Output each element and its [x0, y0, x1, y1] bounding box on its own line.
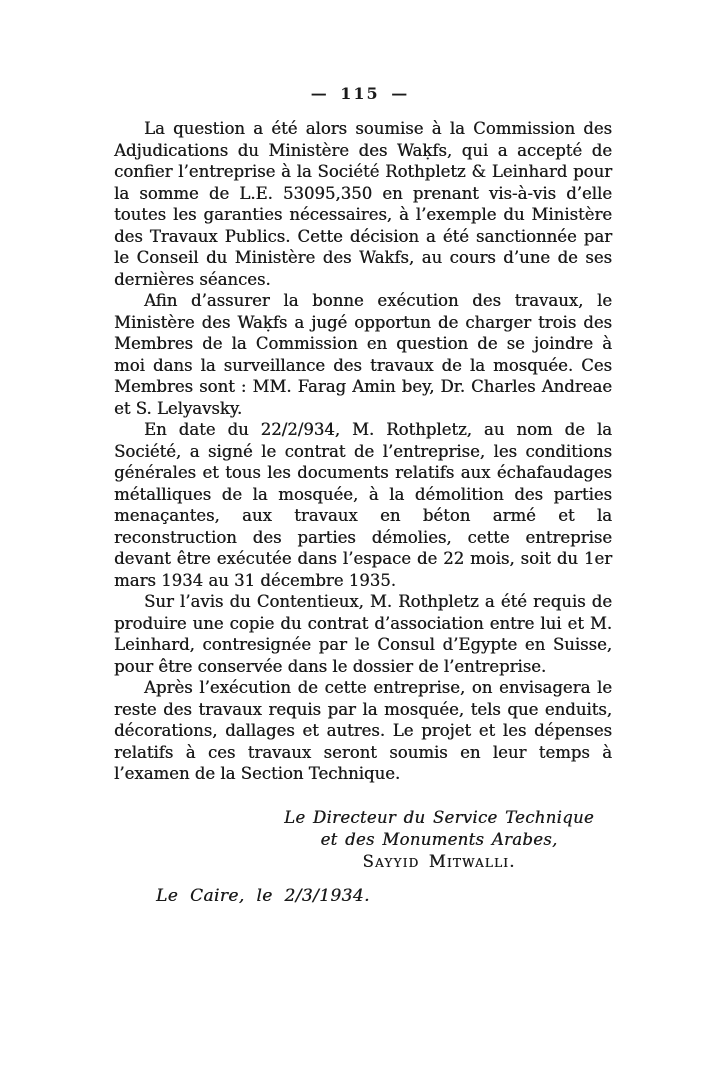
signature-name: Sayyid Mitwalli.: [362, 851, 516, 871]
dateline: Le Caire, le 2/3/1934.: [156, 885, 370, 906]
paragraph-commission-adjudications: La question a été alors soumise à la Commission des Adjudications du Ministère des Waḳfs, qui a accepté de confier l’entreprise à la Société Rothpletz & Leinhard pour la somme de L.E. 53095,350 en prenant vis-à-vis d’elle toutes les garanties nécessaires, à l’exemple du Ministère des Travaux Publics. Cette décision a été sanctionnée par le Conseil du Ministère des Wakfs, au cours d’une de ses dernières séances.: [114, 119, 612, 289]
paragraph-contrat-signature: En date du 22/2/934, M. Rothpletz, au nom de la Société, a signé le contrat de l’entreprise, les conditions générales et tous les documents relatifs aux échafaudages métalliques de la mosquée, à la démolition des parties menaçantes, aux travaux en béton armé et la reconstruction des parties démolies, cette entreprise devant être exécutée dans l’espace de 22 mois, soit du 1er mars 1934 au 31 décembre 1935.: [114, 420, 612, 590]
signature-title-line2: et des Monuments Arabes,: [320, 829, 558, 849]
page-number: — 115 —: [310, 84, 410, 103]
signature-block: [272, 807, 606, 873]
paragraph-contentieux: Sur l’avis du Contentieux, M. Rothpletz a été requis de produire une copie du contrat d’association entre lui et M. Leinhard, contresignée par le Consul d’Egypte en Suisse, pour être conservée dans le dossier de l’entreprise.: [114, 592, 612, 676]
text-block: [114, 118, 612, 906]
paragraph-surveillance-membres: Afin d’assurer la bonne exécution des travaux, le Ministère des Waḳfs a jugé opportun de charger trois des Membres de la Commission en question de se joindre à moi dans la surveillance des travaux de la mosquée. Ces Membres sont : MM. Farag Amin bey, Dr. Charles Andreae et S. Lelyavsky.: [114, 291, 612, 418]
paragraph-travaux-futurs: Après l’exécution de cette entreprise, on envisagera le reste des travaux requis par la mosquée, tels que enduits, décorations, dallages et autres. Le projet et les dépenses relatifs à ces travaux seront soumis en leur temps à l’examen de la Section Technique.: [114, 678, 612, 783]
signature-title-line1: Le Directeur du Service Technique: [284, 807, 594, 827]
